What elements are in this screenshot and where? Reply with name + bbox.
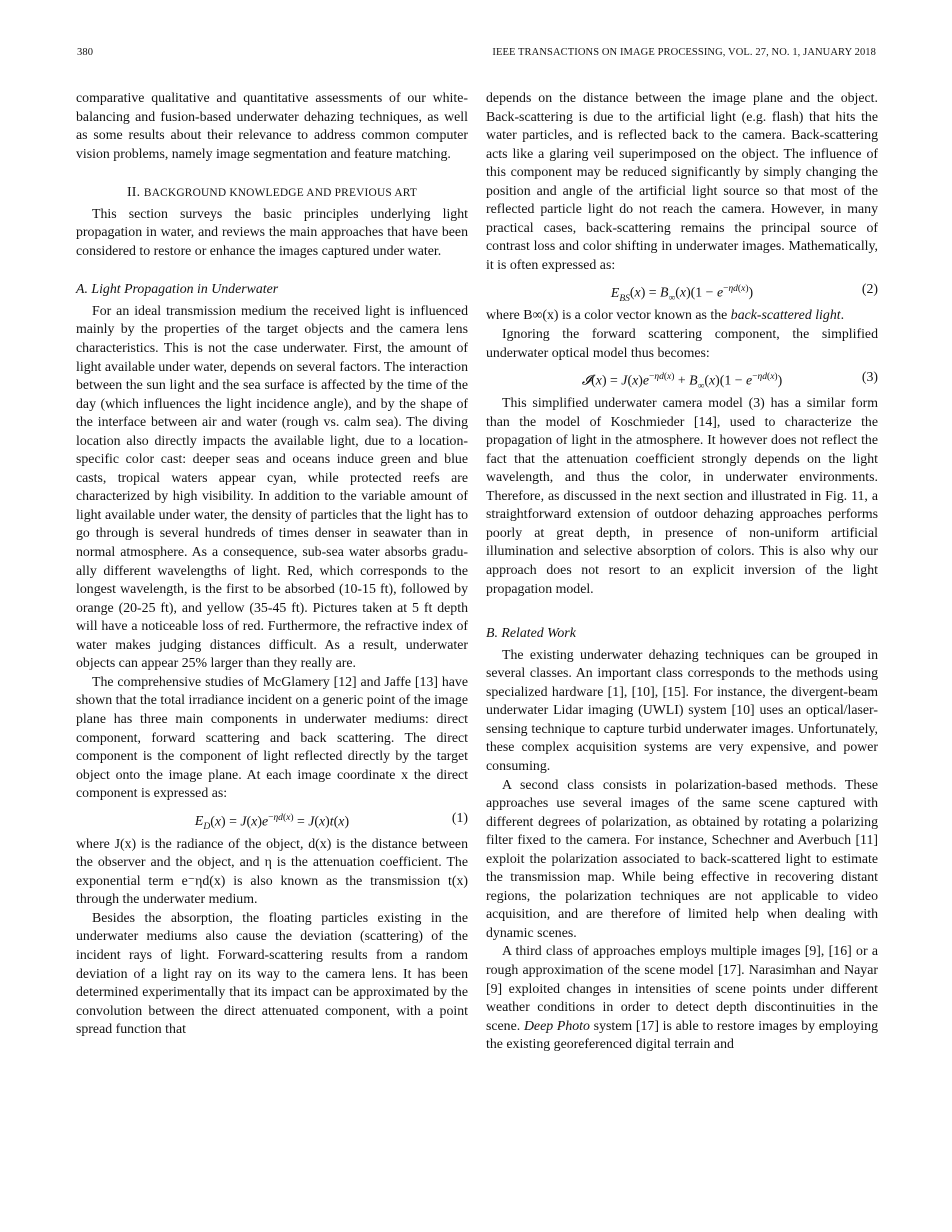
left-column (76, 89, 468, 1039)
intro-tail-paragraph: comparative qualitative and quantitative assessments of our white-balancing and fusion-based underwater dehazing techniques, as well as some results about their relevance to address common computer vision problems, namely image segmentation and feature matching. (76, 90, 468, 161)
equation-2-number: (2) (861, 281, 878, 297)
equation-2-body: $E_{BS}(x) = B_\infty(x)(1 - e^{-\eta d(x)})$ (610, 284, 754, 304)
paragraph-simplified-model: Ignoring the forward scattering component, the simplified underwater optical model thus becomes: (486, 326, 878, 360)
paragraph-color-vector-pre: where B∞(x) is a color vector known as the (486, 307, 731, 323)
deep-photo-term: Deep Photo (523, 1017, 590, 1033)
equation-3 (486, 366, 878, 392)
subsection-heading-b: B. Related Work (486, 625, 576, 641)
paragraph-radiance: where J(x) is the radiance of the object, d(x) is the distance between the observer and the object, and η is the attenuation coefficient. The exponential term e⁻ηd(x) is also known as the transmission t(x) through the underwater medium. (76, 835, 468, 907)
paragraph-light-propagation: For an ideal transmission medium the received light is influenced mainly by the properties of the target objects and the camera lens characteristics. This is not the case underwater. First, the amount of light available under water, depends on several factors. The interaction between the sun light and the sea surface is affected by the time of the day (which influences the light incidence angle), and by the shape of the interface between air and water (rough vs. calm sea). The diving location also directly impacts the available light, due to a location-specific color cast: deeper seas and oceans induce green and blue casts, tropical waters appear cyan, while protected reefs are characterized by high visibility. In addition to the variable amount of light available under water, the density of particles that the light has to go through is several hundreds of times denser in seawater than in normal atmosphere. As a consequence, sub-sea water absorbs gradually different wavelengths of light. Red, which corresponds to the longest wavelength, is the first to be absorbed (10-15 ft), followed by orange (20-25 ft), and yellow (35-45 ft). Pictures taken at 5 ft depth will have a noticeable loss of red. Furthermore, the refractive index of water makes judging distances difficult. As a result, underwater objects can appear 25% larger than they really are. (76, 302, 468, 671)
equation-3-number: (3) (861, 369, 878, 385)
equation-1-body: $E_D(x) = J(x)e^{-\eta d(x)} = J(x)t(x)$ (194, 812, 350, 833)
section-numeral: II. (126, 184, 144, 200)
section-intro-paragraph: This section surveys the basic principles underlying light propagation in water, and reviews the main approaches that have been considered to restore or enhance the images captured under water. (76, 205, 468, 258)
equation-1 (76, 807, 468, 833)
equation-1-number: (1) (451, 809, 468, 825)
section-title: BACKGROUND KNOWLEDGE AND PREVIOUS ART (143, 187, 418, 200)
paragraph-hardware-class: The existing underwater dehazing techniques can be grouped in several classes. An important class corresponds to the methods using specialized hardware [1], [10], [15]. For instance, the divergent-beam underwater Lidar imaging (UWLI) system [10] uses an optical/laser-sensing technique to capture turbid underwater images. Unfortunately, these complex acquisition systems are very expensive, and power consuming. (486, 646, 878, 773)
subsection-heading-a: A. Light Propagation in Underwater (76, 281, 279, 297)
paragraph-mcglamery: The comprehensive studies of McGlamery [12] and Jaffe [13] have shown that the total irradiance incident on a generic point of the image plane has three main components in underwater mediums: direct component, forward scattering and back scattering. The direct component is the component of light reflected directly by the target object onto the image plane. At each image coordinate x the direct component is expressed as: (76, 673, 468, 801)
paragraph-multiple-images-class (486, 942, 878, 1053)
back-scattered-light-term: back-scattered light (730, 307, 841, 323)
running-header: IEEE TRANSACTIONS ON IMAGE PROCESSING, VOL. 27, NO. 1, JANUARY 2018 (492, 47, 876, 58)
paragraph-color-vector (486, 306, 878, 325)
paragraph-color-vector-post: . (840, 307, 845, 323)
paragraph-multiple-images-pre: A third class of approaches employs multiple images [9], [16] or a rough approximation of the scene model [17]. Narasimhan and Nayar [9] exploited changes in intensities of scene points under different weather conditions in order to detect depth discontinuities in the scene. (486, 943, 878, 1033)
paragraph-backscatter: depends on the distance between the image plane and the object. Back-scattering is due to the artificial light (e.g. flash) that hits the water particles, and is reflected back to the camera. Back-scattering acts like a glaring veil superimposed on the object. The influence of this component may be reduced significantly by simply changing the position and angle of the artificial light source so that most of the reflected particle light do not reach the camera. However, in many practical cases, back-scattering remains the principal source of contrast loss and color shifting in underwater images. Mathematically, it is often expressed as: (486, 90, 878, 272)
paragraph-polarization-class: A second class consists in polarization-based methods. These approaches use several images of the same scene captured with different degrees of polarization, as obtained by rotating a polarizing filter fixed to the camera. For instance, Schechner and Averbuch [11] exploit the polarization associated to back-scattered light to estimate the transmission map. While being effective in recovering distant regions, the polarization techniques are not applicable to video acquisition, and are therefore of limited help when dealing with dynamic scenes. (486, 776, 878, 940)
paragraph-koschmieder: This simplified underwater camera model (3) has a similar form than the model of Koschmieder [14], used to characterize the propagation of light in the atmosphere. It however does not reflect the fact that the attenuation coefficient strongly depends on the light wavelength, and thus the color, in underwater environments. Therefore, as discussed in the next section and illustrated in Fig. 11, a straightforward extension of outdoor dehazing approaches performs poorly at great depth, in presence of non-uniform artificial illumination and selective absorption of colors. This is also why our approach does not resort to an explicit inversion of the light propagation model. (486, 395, 878, 596)
right-column (486, 89, 878, 1054)
equation-3-body: 𝓘(x) = $J(x)e^{-\eta d(x)} + B_\infty(x)(1 - e^{-\eta d(x)})$ (581, 372, 783, 392)
paragraph-scattering: Besides the absorption, the floating particles existing in the underwater mediums also cause the deviation (scattering) of the incident rays of light. Forward-scattering results from a random deviation of a light ray on its way to the camera lens. It has been determined experimentally that its impact can be approximated by the convolution between the direct attenuated component, with a point spread function that (76, 909, 468, 1037)
section-heading (76, 183, 468, 203)
page-number: 380 (77, 47, 94, 58)
paragraph-multiple-images-post: system [17] is able to restore images by employing the existing georeferenced digital terrain and (486, 1017, 878, 1052)
equation-2 (486, 278, 878, 304)
